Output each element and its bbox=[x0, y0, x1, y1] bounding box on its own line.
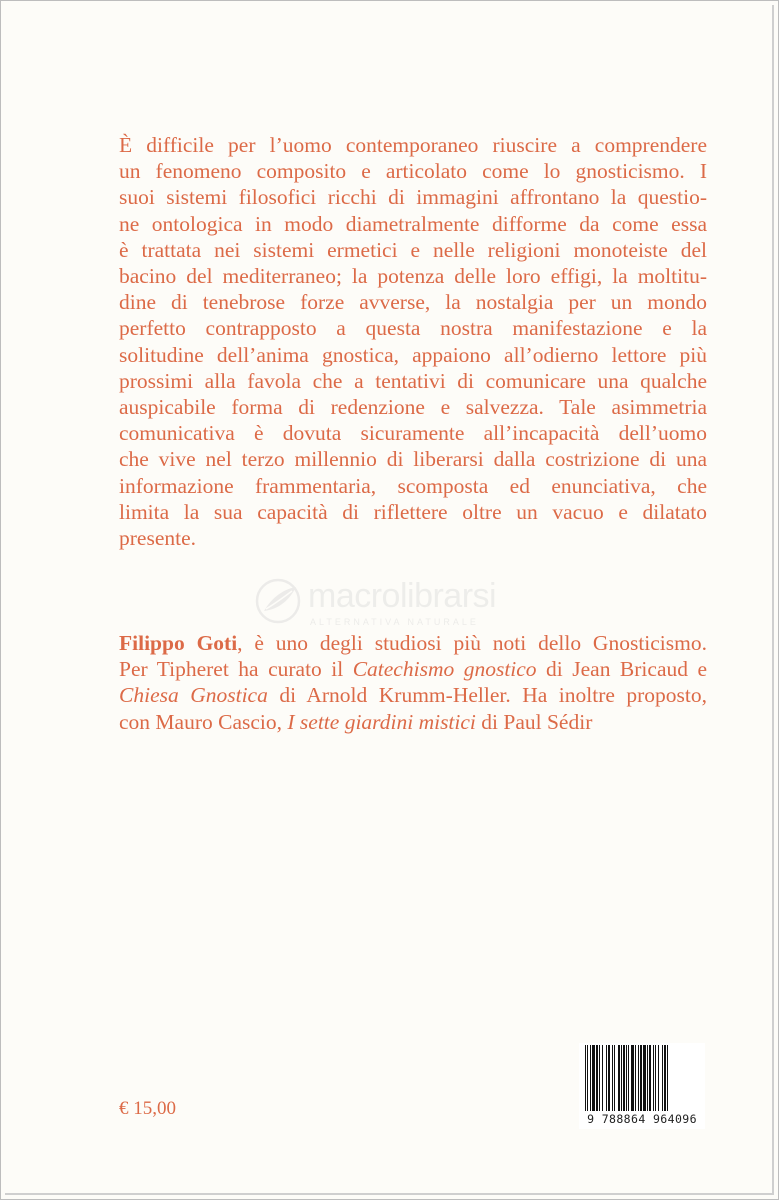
barcode-bar bbox=[618, 1045, 620, 1111]
bio-text: Per Tipheret ha curato il bbox=[119, 657, 353, 682]
blurb-line: suoi sistemi filosofici ricchi di immagini affrontano la questio- bbox=[119, 185, 707, 210]
blurb-line: prossimi alla favola che a tentativi di comunicare una qualche bbox=[119, 368, 707, 393]
blurb-line: dine di tenebrose forze avverse, la nostalgia per un mondo bbox=[119, 290, 707, 315]
barcode-bar bbox=[608, 1045, 610, 1111]
barcode-bar bbox=[653, 1045, 654, 1111]
barcode-bar bbox=[664, 1045, 666, 1111]
barcode-bar bbox=[658, 1045, 659, 1111]
barcode-bar bbox=[590, 1045, 591, 1111]
barcode-bar bbox=[635, 1045, 636, 1111]
bio-line bbox=[119, 709, 707, 735]
barcode-bar bbox=[614, 1045, 615, 1111]
blurb-line: bacino del mediterraneo; la potenza delle loro effigi, la moltitu- bbox=[119, 264, 707, 289]
bio-line bbox=[119, 682, 707, 708]
isbn-barcode bbox=[579, 1043, 705, 1129]
book-title: Chiesa Gnostica bbox=[119, 683, 268, 708]
barcode-bar bbox=[626, 1045, 627, 1111]
blurb-line: è trattata nei sistemi ermetici e nelle religioni monoteiste del bbox=[119, 237, 707, 262]
barcode-bar bbox=[667, 1045, 668, 1111]
barcode-bar bbox=[599, 1045, 600, 1111]
barcode-bar bbox=[606, 1045, 607, 1111]
blurb-line: limita la sua capacità di riflettere oltre un vacuo e dilatato bbox=[119, 499, 707, 524]
bio-text: di Jean Bricaud e bbox=[536, 657, 708, 682]
barcode-bar bbox=[655, 1045, 656, 1111]
blurb-text bbox=[119, 132, 707, 551]
bio-line bbox=[119, 656, 707, 682]
blurb-line: È difficile per l’uomo contemporaneo riuscire a comprendere bbox=[119, 133, 707, 157]
barcode-bar bbox=[623, 1045, 625, 1111]
blurb-line: un fenomeno composito e articolato come lo gnosticismo. I bbox=[119, 159, 707, 184]
barcode-bar bbox=[640, 1045, 642, 1111]
author-bio bbox=[119, 630, 707, 735]
barcode-bar bbox=[592, 1045, 595, 1111]
barcode-bar bbox=[631, 1045, 634, 1111]
blurb-line: presente. bbox=[119, 526, 197, 551]
blurb-line: auspicabile forma di redenzione e salvezza. Tale asimmetria bbox=[119, 395, 707, 420]
leaf-logo-icon bbox=[250, 577, 306, 625]
blurb-line: informazione frammentaria, scomposta ed enunciativa, che bbox=[119, 473, 707, 498]
bio-text: , è uno degli studiosi più noti dello Gnosticismo. bbox=[237, 631, 707, 655]
barcode-bars bbox=[585, 1045, 699, 1111]
price-label: € 15,00 bbox=[119, 1098, 176, 1119]
barcode-bar bbox=[602, 1045, 603, 1111]
bio-paragraph bbox=[119, 630, 707, 735]
blurb-line: che vive nel terzo millennio di liberarsi dalla costrizione di una bbox=[119, 447, 707, 472]
barcode-bar bbox=[621, 1045, 622, 1111]
blurb-line: comunicativa è dovuta sicuramente all’incapacità dell’uomo bbox=[119, 421, 707, 446]
barcode-bar bbox=[585, 1045, 586, 1111]
watermark-brand: macrolibrarsi bbox=[308, 577, 497, 615]
bio-line bbox=[119, 630, 707, 656]
watermark-tagline: ALTERNATIVA NATURALE bbox=[310, 617, 479, 627]
barcode-bar bbox=[628, 1045, 629, 1111]
book-title: Catechismo gnostico bbox=[352, 657, 537, 682]
isbn-digits: 9 788864 964096 bbox=[587, 1112, 697, 1126]
macrolibrarsi-watermark bbox=[244, 573, 544, 633]
barcode-bar bbox=[647, 1045, 648, 1111]
blurb-line: solitudine dell’anima gnostica, appaiono all’odierno lettore più bbox=[119, 342, 707, 367]
book-title: I sette giardini mistici bbox=[287, 709, 476, 734]
bio-text: con Mauro Cascio, bbox=[119, 709, 288, 734]
barcode-bar bbox=[643, 1045, 646, 1111]
barcode-bar bbox=[662, 1045, 663, 1111]
blurb-line: perfetto contrapposto a questa nostra manifestazione e la bbox=[119, 316, 707, 341]
barcode-bar bbox=[596, 1045, 598, 1111]
author-name: Filippo Goti bbox=[119, 631, 238, 655]
bio-text: di Arnold Krumm-Heller. Ha inoltre proposto, bbox=[267, 683, 708, 708]
barcode-bar bbox=[587, 1045, 588, 1111]
blurb-paragraph bbox=[119, 132, 707, 551]
barcode-bar bbox=[612, 1045, 613, 1111]
barcode-bar bbox=[649, 1045, 651, 1111]
blurb-line: ne ontologica in modo diametralmente difforme da come essa bbox=[119, 211, 707, 236]
bio-text: di Paul Sédir bbox=[475, 709, 593, 734]
barcode-bar bbox=[638, 1045, 639, 1111]
